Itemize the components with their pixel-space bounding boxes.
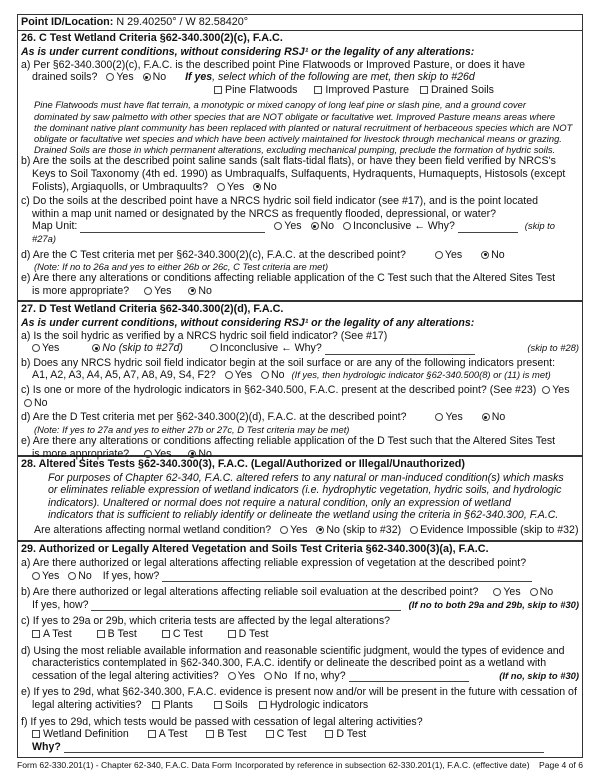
q27a-skip: (skip to #28) bbox=[527, 342, 579, 354]
q27d-no-label: No bbox=[491, 411, 506, 424]
q27a-yes-label: Yes bbox=[42, 342, 60, 355]
q29d-no-radio[interactable] bbox=[264, 672, 272, 680]
s28-p-line3: indicators). Unaltered or normal does not require a natural condition, only an expression of wetland bbox=[48, 496, 511, 509]
q27d-note: (Note: If yes to 27a and yes to either 27b or 27c, D Test criteria may be met) bbox=[34, 423, 350, 435]
q27c-no-radio[interactable] bbox=[24, 399, 32, 407]
q27c-no-label: No bbox=[34, 396, 48, 409]
s28-p-line1: For purposes of Chapter 62-340, F.A.C. altered refers to any natural or man-induced condition(s) which masks bbox=[48, 472, 564, 484]
q26b-yes-label: Yes bbox=[227, 180, 245, 193]
q26c-line3 bbox=[18, 220, 582, 245]
def-line4: obligate or facultative wet species and which have been actively maintained for livestock through mechanical means or grazing. bbox=[34, 132, 562, 144]
q29e-line2 bbox=[18, 699, 582, 712]
section-27 bbox=[17, 300, 583, 460]
q26a-yes-label: Yes bbox=[116, 71, 134, 84]
def-line3: the dominant native plant community has been replaced with planted or natural recruitment of herbaceous species which are NOT bbox=[34, 121, 573, 133]
q26e-yes-label: Yes bbox=[154, 284, 172, 297]
q26a-no-radio[interactable] bbox=[143, 73, 151, 81]
q29d-yes-radio[interactable] bbox=[228, 672, 236, 680]
q27b-yes-label: Yes bbox=[234, 369, 253, 382]
q29a-no-radio[interactable] bbox=[68, 572, 76, 580]
q26a-yes-radio[interactable] bbox=[106, 73, 114, 81]
q26d-text: d) Are the C Test criteria met per §62-340.300(2)(c), F.A.C. at the described point? bbox=[21, 248, 406, 261]
q29d-skip: (If no, skip to #30) bbox=[499, 669, 579, 681]
q26a-no-label: No bbox=[152, 71, 167, 84]
q29f-c-test-checkbox[interactable] bbox=[266, 730, 274, 738]
q26c-yes-label: Yes bbox=[284, 220, 302, 233]
q27c-line1 bbox=[18, 384, 582, 409]
q26a-ifyes: If yes bbox=[185, 71, 213, 84]
q29e-plants-checkbox[interactable] bbox=[152, 701, 160, 709]
section-26-intro: As is under current conditions, without considering RSJ¹ or the legality of any alterations: bbox=[21, 46, 475, 58]
q29f-d-test-checkbox[interactable] bbox=[325, 730, 333, 738]
improved-pasture-label: Improved Pasture bbox=[325, 83, 410, 96]
q29d-line2: characteristics contemplated in §62-340.300, F.A.C. identify or delineate the described point as a wetland with bbox=[32, 657, 547, 670]
q29b-no-label: No bbox=[539, 586, 554, 599]
q28-impossible-label: Evidence Impossible (skip to #32) bbox=[420, 523, 579, 536]
q26d-note: (Note: If no to 26a and yes to either 26b or 26c, C Test criteria are met) bbox=[34, 261, 329, 273]
q29e-soils-checkbox[interactable] bbox=[214, 701, 222, 709]
q26d-line1 bbox=[18, 249, 582, 262]
q29b-text: b) Are there authorized or legal alterations affecting reliable soil evaluation at the described point? bbox=[21, 586, 479, 599]
q29f-a-test-checkbox[interactable] bbox=[148, 730, 156, 738]
drained-soils-checkbox[interactable] bbox=[420, 86, 428, 94]
q26b-no-radio[interactable] bbox=[253, 183, 261, 191]
q29b-yes-label: Yes bbox=[503, 586, 521, 599]
q26d-yes-label: Yes bbox=[444, 248, 463, 261]
q27a-why-field[interactable] bbox=[325, 344, 475, 355]
section-26-title: 26. C Test Wetland Criteria §62-340.300(2)(c), F.A.C. bbox=[21, 32, 283, 44]
q26c-no-label: No bbox=[320, 220, 335, 233]
q27d-yes-radio[interactable] bbox=[435, 413, 443, 421]
q27b-text: A1, A2, A3, A4, A5, A7, A8, A9, S4, F2? bbox=[32, 369, 216, 382]
q26e-no-radio[interactable] bbox=[188, 287, 196, 295]
improved-pasture-checkbox[interactable] bbox=[314, 86, 322, 94]
q26e-line1: e) Are there any alterations or conditions affecting reliable application of the C Test such that the Altered Sites Test bbox=[21, 272, 556, 285]
q26c-line2: within a map unit named or designated by the NRCS as frequently flooded, depressional, or water? bbox=[32, 207, 497, 220]
q28-no-label: No (skip to #32) bbox=[326, 523, 402, 536]
point-id-row bbox=[17, 14, 583, 30]
q29b-line1 bbox=[18, 586, 582, 599]
q27e-yes-radio[interactable] bbox=[144, 450, 152, 458]
q27a-inconclusive-radio[interactable] bbox=[210, 344, 218, 352]
q27d-yes-label: Yes bbox=[445, 411, 463, 424]
q28-impossible-radio[interactable] bbox=[410, 526, 418, 534]
q29c-options bbox=[18, 628, 582, 641]
footer-page-number: Page 4 of 6 bbox=[539, 760, 583, 770]
q29f-c-test-label: C Test bbox=[276, 728, 307, 741]
q29c-d-test-checkbox[interactable] bbox=[228, 630, 236, 638]
q29f-line1: f) If yes to 29d, which tests would be passed with cessation of legal altering activities? bbox=[21, 715, 423, 728]
q27c-text: c) Is one or more of the hydrologic indicators in §62-340.500, F.A.C. present at the described point? (See #23) bbox=[21, 383, 537, 396]
footer-form-id: Form 62-330.201(1) - Chapter 62-340, F.A.C. Data Form bbox=[17, 760, 232, 770]
q29f-wetland-def-checkbox[interactable] bbox=[32, 730, 40, 738]
q29e-hydro-checkbox[interactable] bbox=[259, 701, 267, 709]
q26d-no-radio[interactable] bbox=[481, 251, 489, 259]
q26c-inconclusive-label: Inconclusive ← Why? bbox=[353, 220, 455, 233]
q27b-yes-radio[interactable] bbox=[225, 371, 233, 379]
q29a-line2 bbox=[18, 570, 582, 583]
q29f-wetland-def-label: Wetland Definition bbox=[43, 728, 129, 741]
q27b-no-radio[interactable] bbox=[261, 371, 269, 379]
q29b-how-field[interactable] bbox=[91, 600, 401, 611]
q26c-no-radio[interactable] bbox=[311, 222, 319, 230]
section-28-paragraph bbox=[18, 472, 582, 522]
pine-flatwoods-label: Pine Flatwoods bbox=[225, 83, 298, 96]
q26a-line2 bbox=[18, 71, 582, 84]
q29c-a-test-label: A Test bbox=[43, 627, 72, 640]
q29d-line1: d) Using the most reliable available information and reasonable scientific judgment, would the types of evidence and bbox=[21, 644, 565, 657]
q29e-hydro-label: Hydrologic indicators bbox=[269, 698, 369, 711]
q29c-b-test-checkbox[interactable] bbox=[97, 630, 105, 638]
q29f-why-label: Why? bbox=[32, 740, 61, 753]
q26b-no-label: No bbox=[263, 180, 277, 193]
q26b-line1: b) Are the soils at the described point saline sands (salt flats-tidal flats), or have they been field verified by NRCS's bbox=[21, 155, 556, 168]
q26c-line1: c) Do the soils at the described point have a NRCS hydric soil field indicator (see #17), and is the point located bbox=[21, 195, 539, 208]
q29f-why-field[interactable] bbox=[64, 742, 544, 753]
q29a-yes-radio[interactable] bbox=[32, 572, 40, 580]
q29a-ifyes: If yes, how? bbox=[102, 569, 160, 582]
q26e-text: is more appropriate? bbox=[32, 284, 130, 297]
q27a-no-label: No (skip to #27d) bbox=[102, 342, 183, 355]
q29e-text: legal altering activities? bbox=[32, 698, 142, 711]
q29c-d-test-label: D Test bbox=[238, 627, 269, 640]
section-28 bbox=[17, 455, 583, 540]
q26d-no-label: No bbox=[491, 248, 505, 261]
q29a-no-label: No bbox=[78, 569, 92, 582]
def-line1: Pine Flatwoods must have flat terrain, a monotypic or mixed canopy of long leaf pine or slash pine, and a ground cover bbox=[34, 99, 526, 111]
drained-soils-label: Drained Soils bbox=[430, 83, 494, 96]
footer-incorporated: Incorporated by reference in subsection 62-330.201(1), F.A.C. (effective date) bbox=[235, 760, 530, 770]
q29d-text: cessation of the legal altering activities? bbox=[32, 669, 219, 682]
def-line2: dominated by saw palmetto with other species that are NOT obligate or facultative wet. Improved Pasture means areas where bbox=[34, 110, 556, 122]
q27a-line2 bbox=[18, 342, 582, 355]
q29b-no-radio[interactable] bbox=[530, 588, 538, 596]
q26c-why-field[interactable] bbox=[458, 222, 518, 233]
q29d-no-label: No bbox=[273, 669, 288, 682]
q26a-ifyes-rest: , select which of the following are met, then skip to #26d bbox=[212, 71, 475, 84]
q29f-options bbox=[18, 728, 582, 741]
q29a-line1: a) Are there authorized or legal alterations affecting reliable expression of vegetation at the described point? bbox=[21, 557, 527, 569]
section-27-intro: As is under current conditions, without considering RSJ¹ or the legality of any alterations: bbox=[21, 317, 475, 329]
q26e-yes-radio[interactable] bbox=[144, 287, 152, 295]
pine-flatwoods-checkbox[interactable] bbox=[214, 86, 222, 94]
q28-line bbox=[18, 524, 582, 537]
q27a-line1: a) Is the soil hydric as verified by a NRCS hydric soil field indicator? (See #17) bbox=[21, 329, 388, 342]
q26b-line3 bbox=[18, 181, 582, 194]
form-page bbox=[17, 14, 583, 758]
q29c-b-test-label: B Test bbox=[107, 627, 137, 640]
q28-yes-label: Yes bbox=[290, 523, 308, 536]
q29f-d-test-label: D Test bbox=[336, 728, 367, 741]
q29a-how-field[interactable] bbox=[162, 571, 532, 582]
s28-p-line4: indicators that is sufficient to reliably identify or delineate the wetland using the criteria in §62-340.300, F.A.C. bbox=[48, 509, 559, 522]
q29f-why bbox=[18, 741, 582, 754]
section-27-title: 27. D Test Wetland Criteria §62-340.300(2)(d), F.A.C. bbox=[21, 303, 284, 315]
q26b-yes-radio[interactable] bbox=[217, 183, 225, 191]
q29f-a-test-label: A Test bbox=[158, 728, 188, 741]
q27c-yes-label: Yes bbox=[552, 383, 570, 396]
q29e-line1: e) If yes to 29d, what §62-340.300, F.A.C. evidence is present now and/or will be present in the future with cessation of bbox=[21, 686, 577, 699]
q27b-line2 bbox=[18, 369, 582, 382]
q26b-line2: Keys to Soil Taxonomy (4th ed. 1990) as Umbraqualfs, Sulfaquents, Hydraquents, Humaquepts, Histosols (except bbox=[32, 167, 566, 180]
q27c-yes-radio[interactable] bbox=[542, 386, 550, 394]
q27b-line1: b) Does any NRCS hydric soil field indicator begin at the soil surface or are any of the following indicators present: bbox=[21, 356, 556, 369]
point-id-value: N 29.40250° / W 82.58420° bbox=[116, 16, 249, 28]
q26c-inconclusive-radio[interactable] bbox=[343, 222, 351, 230]
q26d-yes-radio[interactable] bbox=[435, 251, 443, 259]
q29d-line3 bbox=[18, 670, 582, 683]
q27e-no-label: No bbox=[198, 447, 212, 460]
q29d-ifno: If no, why? bbox=[294, 669, 346, 682]
q26b-text: Folists), Argiaquolls, or Umbraquults? bbox=[32, 180, 209, 193]
section-26 bbox=[17, 30, 583, 300]
q29d-yes-label: Yes bbox=[237, 669, 255, 682]
q27e-text: is more appropriate? bbox=[32, 447, 130, 460]
q27a-yes-radio[interactable] bbox=[32, 344, 40, 352]
q28-yes-radio[interactable] bbox=[280, 526, 288, 534]
definitions-block bbox=[18, 96, 582, 155]
q27d-no-radio[interactable] bbox=[482, 413, 490, 421]
q29c-line1: c) If yes to 29a or 29b, which criteria tests are affected by the legal alterations? bbox=[21, 615, 391, 628]
q27e-yes-label: Yes bbox=[154, 447, 172, 460]
q29d-why-field[interactable] bbox=[349, 671, 469, 682]
q29b-note: (If no to both 29a and 29b, skip to #30) bbox=[408, 598, 579, 610]
q27a-inconclusive-label: Inconclusive ← Why? bbox=[219, 342, 322, 355]
q29c-c-test-checkbox[interactable] bbox=[162, 630, 170, 638]
q27e-line1: e) Are there any alterations or conditions affecting reliable application of the D Test such that the Altered Sites Test bbox=[21, 434, 556, 447]
q29f-b-test-checkbox[interactable] bbox=[206, 730, 214, 738]
map-unit-field[interactable] bbox=[80, 222, 265, 233]
q26c-skip: (skip to #27a) bbox=[32, 220, 555, 244]
q29e-soils-label: Soils bbox=[224, 698, 248, 711]
q26a-line1: a) Per §62-340.300(2)(c), F.A.C. is the described point Pine Flatwoods or Improved Pasture, or does it have bbox=[21, 58, 526, 71]
q29f-b-test-label: B Test bbox=[217, 728, 247, 741]
q28-text: Are alterations affecting normal wetland condition? bbox=[34, 523, 272, 536]
q29b-yes-radio[interactable] bbox=[493, 588, 501, 596]
q29c-c-test-label: C Test bbox=[172, 627, 203, 640]
section-28-title: 28. Altered Sites Tests §62-340.300(3), F.A.C. (Legal/Authorized or Illegal/Unauthorized) bbox=[21, 458, 465, 470]
def-line5: Drained Soils are those in which permanent alterations, excluding mechanical pumping, preclude the formation of hydric soils. bbox=[34, 144, 556, 156]
q27e-no-radio[interactable] bbox=[188, 450, 196, 458]
q26c-yes-radio[interactable] bbox=[274, 222, 282, 230]
point-id-label: Point ID/Location: bbox=[21, 16, 114, 28]
q27b-no-label: No bbox=[270, 369, 285, 382]
q28-no-radio[interactable] bbox=[316, 526, 324, 534]
q26e-line2 bbox=[18, 285, 582, 298]
q26a-options bbox=[18, 84, 582, 97]
q29c-a-test-checkbox[interactable] bbox=[32, 630, 40, 638]
q27d-line1 bbox=[18, 411, 582, 424]
q26a-text: drained soils? bbox=[32, 71, 98, 84]
q26e-no-label: No bbox=[198, 284, 212, 297]
q29e-plants-label: Plants bbox=[163, 698, 193, 711]
section-29 bbox=[17, 540, 583, 758]
s28-p-line2: or eliminates reliable expression of wetland indicators (i.e. hydrophytic vegetation, hydric soils, and hydrologic bbox=[48, 484, 562, 497]
q29b-ifyes: If yes, how? bbox=[32, 598, 89, 611]
q29a-yes-label: Yes bbox=[42, 569, 60, 582]
section-29-title: 29. Authorized or Legally Altered Vegetation and Soils Test Criteria §62-340.300(3)(a), F.A.C. bbox=[21, 543, 489, 555]
q27d-text: d) Are the D Test criteria met per §62-340.300(2)(d), F.A.C. at the described point? bbox=[21, 411, 407, 424]
q27b-note: (If yes, then hydrologic indicator §62-340.500(8) or (11) is met) bbox=[291, 369, 551, 381]
q29b-line2 bbox=[18, 599, 582, 612]
q27a-no-radio[interactable] bbox=[92, 344, 100, 352]
map-unit-label: Map Unit: bbox=[32, 220, 78, 233]
